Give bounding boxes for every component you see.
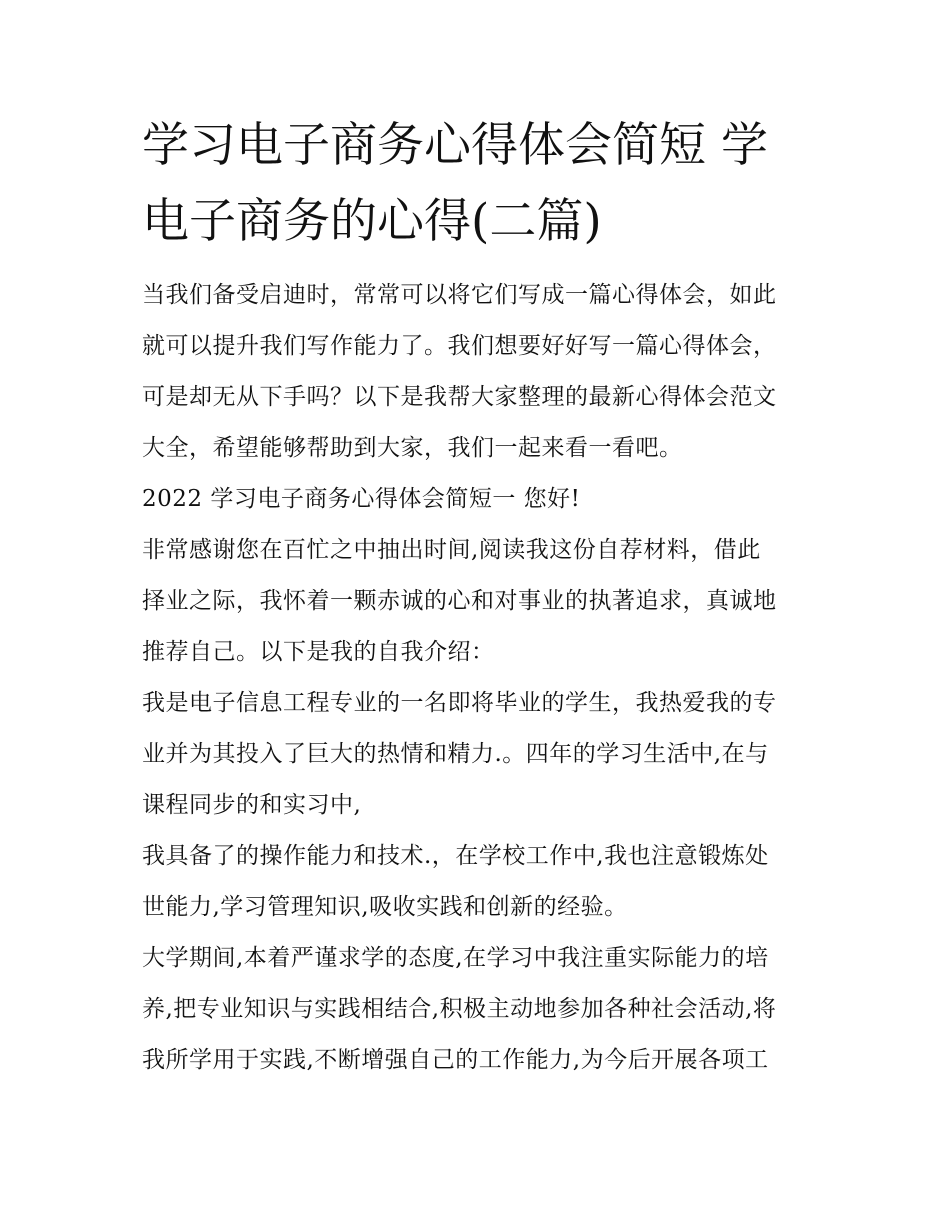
document-title: [142, 108, 818, 260]
body-paragraph: [142, 525, 818, 678]
title-line: 电子商务的心得(二篇): [142, 194, 602, 249]
text-line: 就可以提升我们写作能力了。我们想要好好写一篇心得体会，: [142, 333, 777, 359]
text-line: 择业之际，我怀着一颗赤诚的心和对事业的执著追求，真诚地: [142, 588, 777, 614]
text-line: 大学期间,本着严谨求学的态度,在学习中我注重实际能力的培: [142, 945, 769, 971]
body-paragraph: [142, 678, 818, 831]
text-line: 世能力,学习管理知识,吸收实践和创新的经验。: [142, 894, 628, 920]
text-line: 我是电子信息工程专业的一名即将毕业的学生，我热爱我的专: [142, 690, 777, 716]
text-line: 业并为其投入了巨大的热情和精力.。四年的学习生活中,在与: [142, 741, 769, 767]
section-heading-paragraph: [142, 474, 818, 525]
text-line: 课程同步的和实习中,: [142, 792, 362, 818]
body-paragraph: [142, 933, 818, 1086]
text-line: 大全，希望能够帮助到大家，我们一起来看一看吧。: [142, 435, 683, 461]
intro-paragraph: [142, 270, 818, 474]
text-line: 我具备了的操作能力和技术.，在学校工作中,我也注意锻炼处: [142, 843, 769, 869]
text-line: 非常感谢您在百忙之中抽出时间,阅读我这份自荐材料，借此: [142, 537, 761, 563]
text-line: 养,把专业知识与实践相结合,积极主动地参加各种社会活动,将: [142, 996, 777, 1022]
text-line: 可是却无从下手吗？以下是我帮大家整理的最新心得体会范文: [142, 384, 777, 410]
document-content: [142, 108, 818, 1086]
text-line: 我所学用于实践,不断增强自己的工作能力,为今后开展各项工: [142, 1047, 769, 1073]
text-line: 2022 学习电子商务心得体会简短一 您好!: [142, 486, 581, 512]
text-line: 当我们备受启迪时，常常可以将它们写成一篇心得体会，如此: [142, 282, 777, 308]
document-body: [142, 270, 818, 1086]
body-paragraph: [142, 831, 818, 933]
text-line: 推荐自己。以下是我的自我介绍：: [142, 639, 495, 665]
title-line: 学习电子商务心得体会简短 学: [142, 118, 768, 173]
